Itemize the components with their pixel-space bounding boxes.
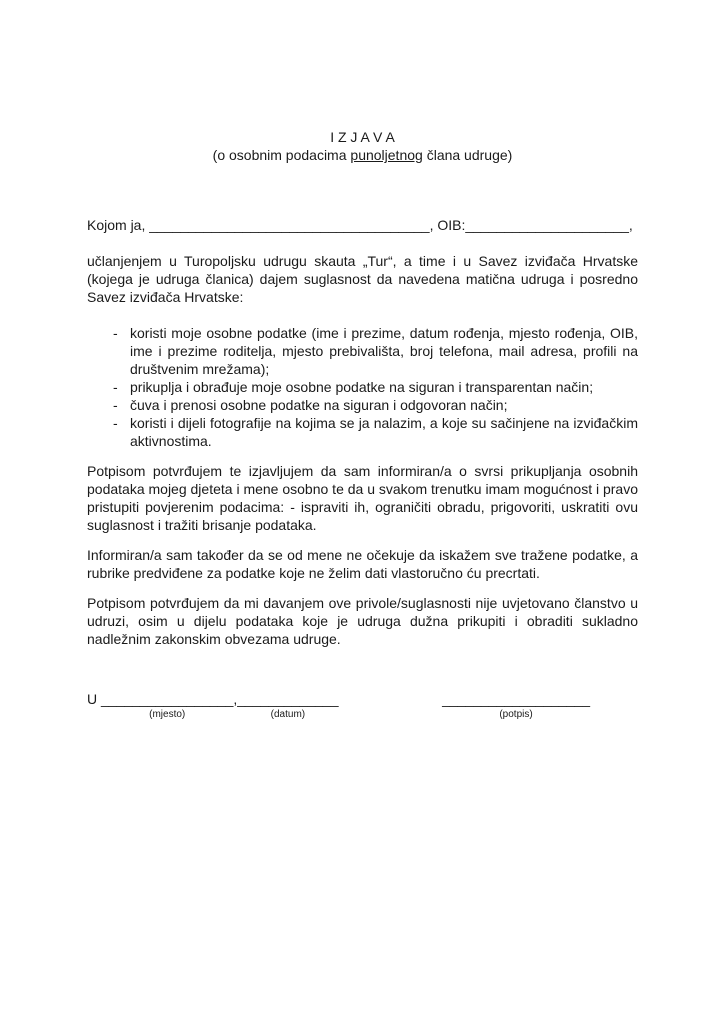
consent-paragraph: Potpisom potvrđujem te izjavljujem da sam informiran/a o svrsi prikupljanja osobnih podataka mojeg djeteta i mene osobno te da u svakom trenutku imam mogućnost i pravo pristupiti povjerenim podacima: - ispraviti ih, ograničiti obradu, prigovoriti, uskratiti ovu suglasnost i tražiti brisanje podataka. xyxy=(87,463,638,533)
list-item xyxy=(113,396,638,414)
place-label: (mjesto) xyxy=(149,709,186,720)
bullet-text: prikuplja i obrađuje moje osobne podatke na siguran i transparentan način; xyxy=(130,379,594,395)
document-subtitle xyxy=(87,146,638,164)
bullet-text: koristi moje osobne podatke (ime i prezime, datum rođenja, mjesto rođenja, OIB, ime i prezime roditelja, mjesto prebivališta, broj telefona, mail adresa, profili na društvenim mrežama); xyxy=(130,325,638,377)
name-blank: ____________________________________ xyxy=(149,217,430,233)
list-item xyxy=(113,414,638,450)
subtitle-suffix: člana udruge) xyxy=(422,147,513,163)
signature-comma: , xyxy=(233,691,238,707)
fill-in-line xyxy=(87,216,638,234)
informed-paragraph: Informiran/a sam također da se od mene ne očekuje da iskažem sve tražene podatke, a rubrike predviđene za podatke koje ne želim dati vlastoručno ću precrtati. xyxy=(87,547,638,581)
bullet-text: čuva i prenosi osobne podatke na siguran i odgovoran način; xyxy=(130,397,508,413)
place-date-group xyxy=(87,690,339,721)
date-label: (datum) xyxy=(270,709,306,720)
signature-row xyxy=(87,690,638,721)
place-blank-group xyxy=(101,690,233,721)
title-block xyxy=(87,128,638,164)
subtitle-underlined-word: punoljetnog xyxy=(350,147,423,163)
bullet-marker: - xyxy=(113,379,118,395)
bullet-marker: - xyxy=(113,325,118,341)
bullet-marker: - xyxy=(113,397,118,413)
oib-blank: _____________________ xyxy=(465,217,629,233)
subtitle-prefix: (o osobnim podacima xyxy=(212,147,351,163)
fill-line-trailing-comma: , xyxy=(628,217,633,233)
date-blank: _____________ xyxy=(237,691,339,707)
list-item xyxy=(113,324,638,378)
bullet-text: koristi i dijeli fotografije na kojima se ja nalazim, a koje su sačinjene na izviđačkim aktivnostima. xyxy=(130,415,638,449)
place-blank: _________________ xyxy=(101,691,234,707)
bullet-marker: - xyxy=(113,415,118,431)
list-item xyxy=(113,378,638,396)
membership-paragraph: Potpisom potvrđujem da mi davanjem ove privole/suglasnosti nije uvjetovano članstvo u udruzi, osim u dijelu podataka koje je udruga dužna prikupiti i obraditi sukladno nadležnim zakonskim obvezama udruge. xyxy=(87,595,638,647)
oib-label: , OIB: xyxy=(429,217,466,233)
fill-line-label-start: Kojom ja, xyxy=(87,217,150,233)
signature-label: (potpis) xyxy=(499,709,533,720)
signature-blank-group xyxy=(442,690,590,721)
date-blank-group xyxy=(237,690,338,721)
page-title: I Z J A V A xyxy=(330,129,395,145)
bullet-list xyxy=(87,324,638,450)
signature-prefix: U xyxy=(87,691,101,707)
signature-blank: ___________________ xyxy=(442,691,590,707)
intro-paragraph: učlanjenjem u Turopoljsku udrugu skauta „Tur“, a time i u Savez izviđača Hrvatske (kojega je udruga članica) dajem suglasnost da navedena matična udruga i posredno Savez izviđača Hrvatske: xyxy=(87,253,638,305)
